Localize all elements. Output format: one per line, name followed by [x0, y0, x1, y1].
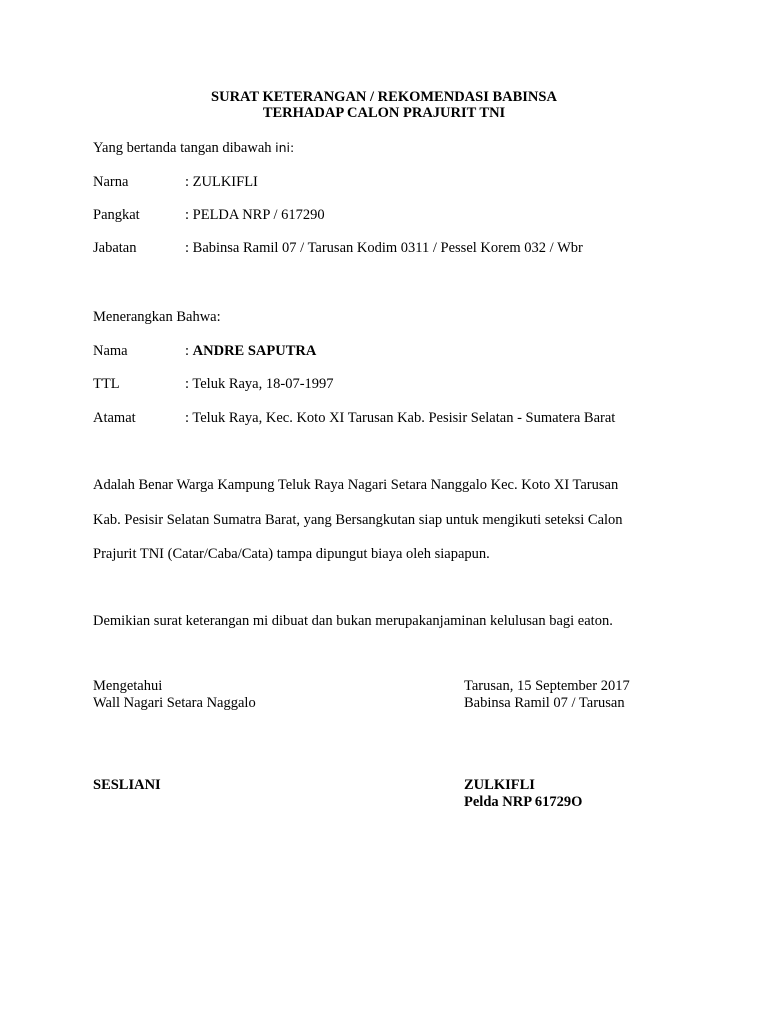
body-line-3: Prajurit TNI (Catar/Caba/Cata) tampa dipungut biaya oleh siapapun.: [93, 546, 490, 562]
signer-rank-value: : PELDA NRP / 617290: [185, 207, 325, 223]
subject-address-label: Atamat: [93, 410, 136, 426]
right-signatory-name: ZULKIFLI: [464, 777, 535, 793]
signer-rank-label: Pangkat: [93, 207, 140, 223]
right-signatory-id: Pelda NRP 61729O: [464, 794, 583, 810]
signer-name-label: Narna: [93, 174, 129, 190]
closing-statement: Demikian surat keterangan mi dibuat dan bukan merupakanjaminan kelulusan bagi eaton.: [93, 613, 613, 629]
subject-name-label: Nama: [93, 343, 128, 359]
letter-title-line1: SURAT KETERANGAN / REKOMENDASI BABINSA: [211, 89, 557, 105]
body-line-2: Kab. Pesisir Selatan Sumatra Barat, yang Bersangkutan siap untuk mengikuti seteksi Calon: [93, 512, 623, 528]
left-signatory-name: SESLIANI: [93, 777, 161, 793]
subject-name-prefix: :: [185, 343, 193, 359]
signer-name-value: : ZULKIFLI: [185, 174, 258, 190]
signer-position-label: Jabatan: [93, 240, 137, 256]
intro-tail: ini:: [275, 140, 295, 155]
signer-position-value: : Babinsa Ramil 07 / Tarusan Kodim 0311 / Pessel Korem 032 / Wbr: [185, 240, 583, 256]
right-sign-line1: Tarusan, 15 September 2017: [464, 678, 630, 694]
body-line-1: Adalah Benar Warga Kampung Teluk Raya Nagari Setara Nanggalo Kec. Koto XI Tarusan: [93, 477, 619, 493]
subject-ttl-value: : Teluk Raya, 18-07-1997: [185, 376, 334, 392]
right-sign-line2: Babinsa Ramil 07 / Tarusan: [464, 695, 625, 711]
letter-title-line2: TERHADAP CALON PRAJURIT TNI: [262, 105, 506, 121]
intro-text: Yang bertanda tangan dibawah: [93, 140, 276, 156]
left-sign-line2: Wall Nagari Setara Naggalo: [93, 695, 256, 711]
subject-ttl-label: TTL: [93, 376, 120, 392]
left-sign-line1: Mengetahui: [93, 678, 163, 694]
intro-sentence: [93, 139, 294, 157]
declaration-heading: Menerangkan Bahwa:: [93, 309, 221, 325]
subject-name-value: [185, 342, 316, 360]
subject-address-value: : Teluk Raya, Kec. Koto XI Tarusan Kab. Pesisir Selatan - Sumatera Barat: [185, 410, 616, 426]
subject-name: ANDRE SAPUTRA: [192, 343, 317, 359]
